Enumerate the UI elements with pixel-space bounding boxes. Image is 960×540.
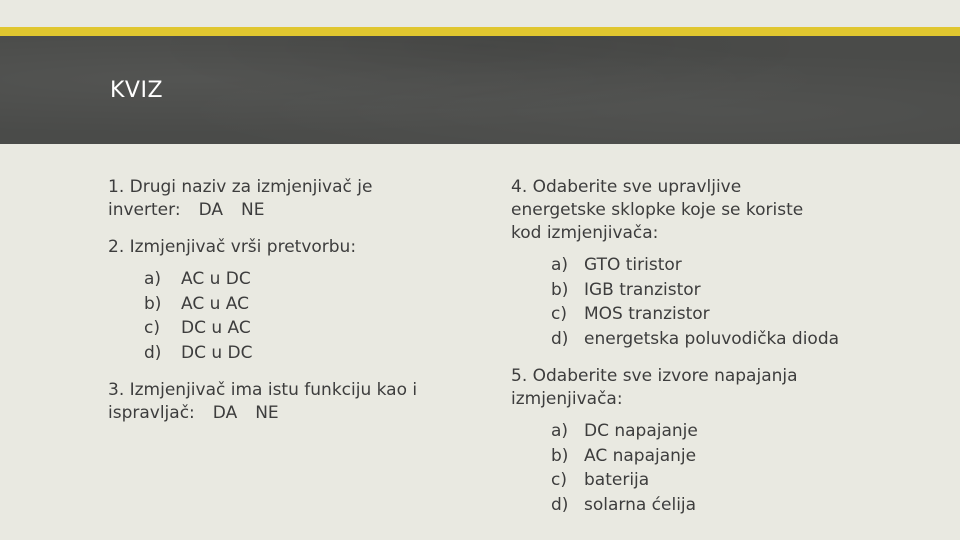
question-3: [108, 379, 468, 425]
question-4: [511, 176, 841, 245]
list-item: [551, 419, 841, 444]
option-letter: c): [551, 470, 567, 490]
list-item: [551, 253, 841, 278]
slide-title: KVIZ: [110, 78, 164, 103]
question-3-line2: [108, 402, 468, 425]
question-1-subject: inverter:: [108, 200, 181, 220]
question-2-text: 2. Izmjenjivač vrši pretvorbu:: [108, 237, 357, 257]
question-1: [108, 176, 468, 222]
option-letter: b): [551, 445, 569, 466]
option-letter: c): [551, 304, 567, 324]
question-3-subject: ispravljač:: [108, 403, 195, 423]
option-letter: a): [551, 421, 569, 441]
option-text: baterija: [584, 470, 650, 490]
question-2-options: [108, 267, 468, 365]
right-column: [511, 176, 841, 517]
option-text: solarna ćelija: [584, 494, 697, 515]
list-item: [551, 278, 841, 303]
question-5-options: [511, 419, 841, 517]
left-column: [108, 176, 468, 425]
option-text: DC u DC: [181, 342, 253, 363]
question-3-line1: 3. Izmjenjivač ima istu funkciju kao i: [108, 380, 418, 400]
list-item: [551, 302, 841, 327]
question-4-line1: 4. Odaberite sve upravljive: [511, 177, 742, 197]
option-letter: a): [551, 255, 569, 275]
option-letter: d): [551, 494, 569, 515]
list-item: [144, 292, 468, 317]
question-3-answer-no: NE: [255, 403, 279, 423]
option-text: GTO tiristor: [584, 255, 682, 275]
option-text: MOS tranzistor: [584, 304, 710, 324]
list-item: [551, 444, 841, 469]
question-1-line1: 1. Drugi naziv za izmjenjivač je: [108, 177, 373, 197]
option-text: AC u DC: [181, 269, 251, 289]
option-text: energetska poluvodička dioda: [584, 328, 840, 349]
list-item: [144, 267, 468, 292]
question-3-answer-yes: DA: [212, 403, 238, 423]
question-5-line2: izmjenjivača:: [511, 389, 623, 409]
list-item: [144, 316, 468, 341]
question-5: [511, 365, 841, 411]
option-text: DC u AC: [181, 318, 251, 338]
list-item: [551, 327, 841, 352]
option-letter: b): [144, 293, 162, 314]
list-item: [551, 468, 841, 493]
accent-bar: [0, 27, 960, 36]
option-letter: d): [551, 328, 569, 349]
question-4-line2: energetske sklopke koje se koriste: [511, 200, 804, 220]
option-letter: a): [144, 269, 162, 289]
question-1-line2: [108, 199, 468, 222]
question-1-answer-no: NE: [240, 200, 265, 220]
question-1-answer-yes: DA: [198, 200, 223, 220]
question-4-line3: kod izmjenjivača:: [511, 223, 659, 243]
option-text: IGB tranzistor: [584, 279, 701, 300]
option-letter: c): [144, 318, 160, 338]
option-text: DC napajanje: [584, 421, 698, 441]
option-letter: d): [144, 342, 162, 363]
question-2: [108, 236, 468, 259]
option-text: AC u AC: [181, 293, 249, 314]
option-text: AC napajanje: [584, 445, 697, 466]
list-item: [144, 341, 468, 366]
option-letter: b): [551, 279, 569, 300]
question-4-options: [511, 253, 841, 351]
question-5-line1: 5. Odaberite sve izvore napajanja: [511, 366, 798, 386]
list-item: [551, 493, 841, 518]
